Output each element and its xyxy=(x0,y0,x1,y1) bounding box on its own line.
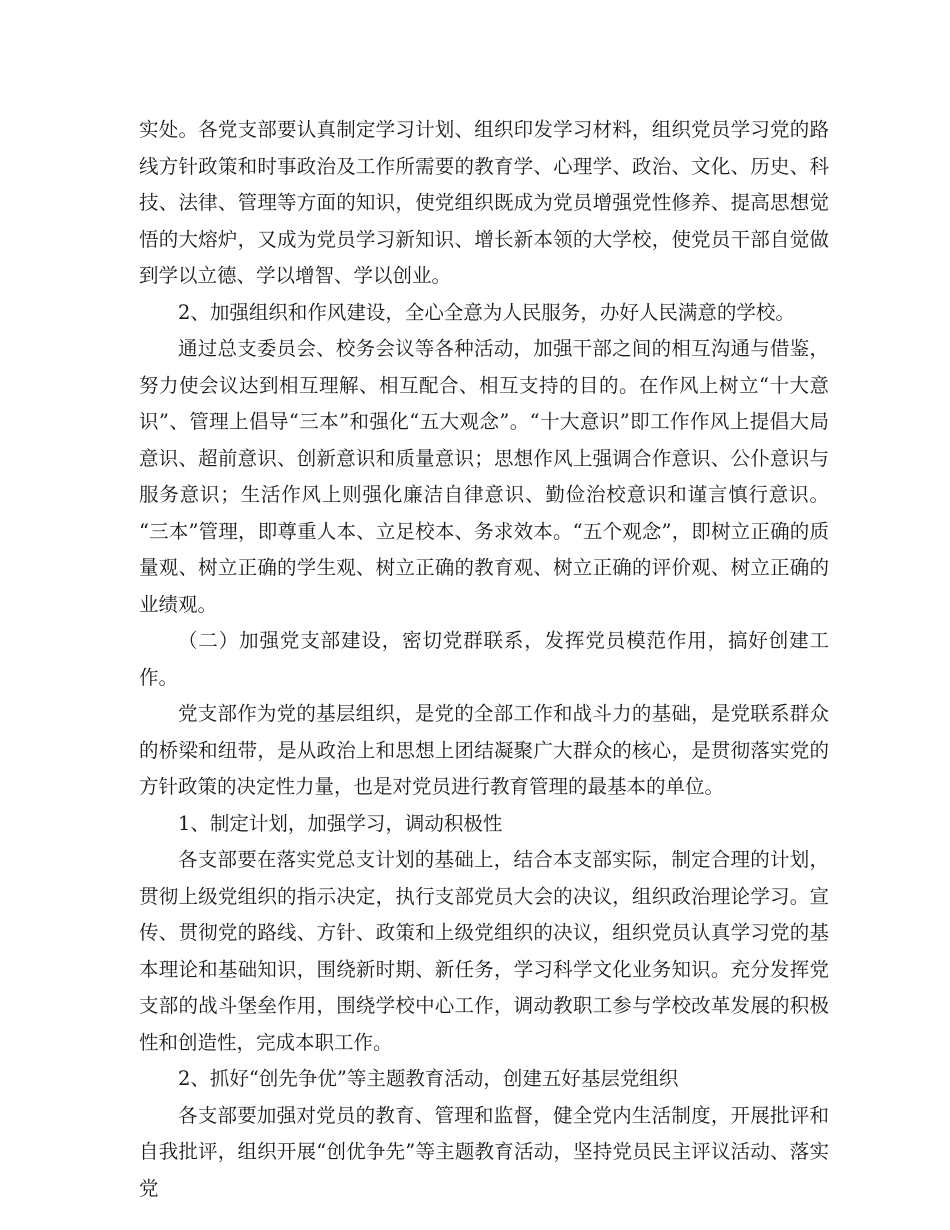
paragraph-9: 各支部要加强对党员的教育、管理和监督，健全党内生活制度，开展批评和自我批评，组织开展“创优争先”等主题教育活动，坚持党员民主评议活动、落实党 xyxy=(139,1103,829,1200)
paragraph-5: 党支部作为党的基层组织，是党的全部工作和战斗力的基础，是党联系群众的桥梁和纽带，是从政治上和思想上团结凝聚广大群众的核心，是贯彻落实党的方针政策的决定性力量，也是对党员进行教育管理的最基本的单位。 xyxy=(139,702,829,798)
paragraph-7: 各支部要在落实党总支计划的基础上，结合本支部实际，制定合理的计划，贯彻上级党组织的指示决定，执行支部党员大会的决议，组织政治理论学习。宣传、贯彻党的路线、方针、政策和上级党组织的决议，组织党员认真学习党的基本理论和基础知识，围绕新时期、新任务，学习科学文化业务知识。充分发挥党支部的战斗堡垒作用，围绕学校中心工作，调动教职工参与学校改革发展的积极性和创造性，完成本职工作。 xyxy=(139,848,829,1054)
section-heading-2: 2、加强组织和作风建设，全心全意为人民服务，办好人民满意的学校。 xyxy=(178,300,795,324)
section-heading-8: 2、抓好“创先争优”等主题教育活动，创建五好基层党组织 xyxy=(178,1067,679,1090)
section-heading-4: （二）加强党支部建设，密切党群联系，发挥党员模范作用，搞好创建工作。 xyxy=(139,629,829,689)
paragraph-1: 实处。各党支部要认真制定学习计划、组织印发学习材料，组织党员学习党的路线方针政策和时事政治及工作所需要的教育学、心理学、政治、文化、历史、科技、法律、管理等方面的知识，使党组织既成为党员增强党性修养、提高思想觉悟的大熔炉，又成为党员学习新知识、增长新本领的大学校，使党员干部自觉做到学以立德、学以增智、学以创业。 xyxy=(139,118,829,287)
section-heading-6: 1、制定计划，加强学习，调动积极性 xyxy=(178,811,503,835)
paragraph-3: 通过总支委员会、校务会议等各种活动，加强干部之间的相互沟通与借鉴，努力使会议达到相互理解、相互配合、相互支持的目的。在作风上树立“十大意识”、管理上倡导“三本”和强化“五大观念”。“十大意识”即工作作风上提倡大局意识、超前意识、创新意识和质量意识；思想作风上强调合作意识、公仆意识与服务意识；生活作风上则强化廉洁自律意识、勤俭治校意识和谨言慎行意识。 “三本”管理，即尊重人本、立足校本、务求效本。“五个观念”，即树立正确的质量观、树立正确的学生观、树立正确的教育观、树立正确的评价观、树立正确的业绩观。 xyxy=(139,337,829,616)
document-body xyxy=(139,112,829,1207)
